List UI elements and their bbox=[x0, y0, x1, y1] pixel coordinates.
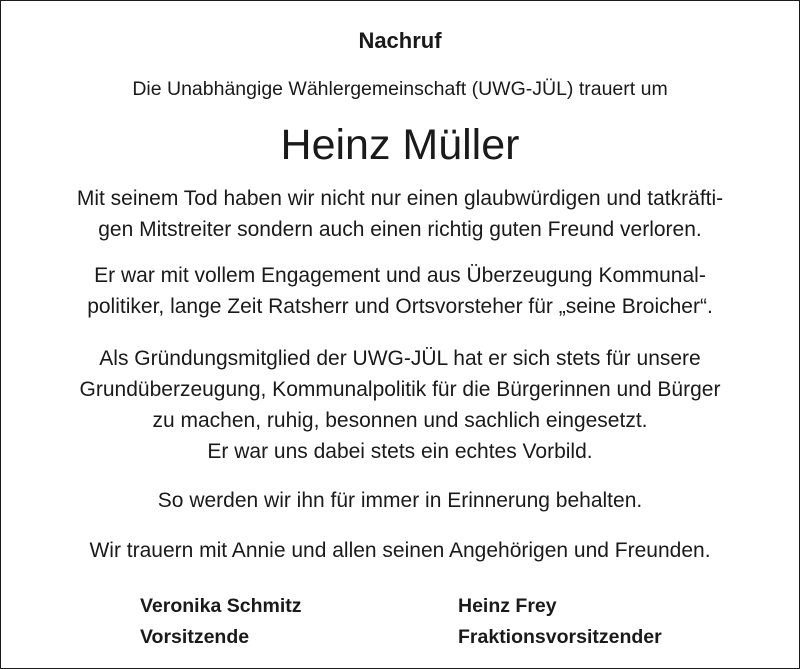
paragraph-remembrance bbox=[11, 485, 789, 516]
deceased-name: Heinz Müller bbox=[280, 121, 520, 169]
signatory-role: Fraktionsvorsitzender bbox=[458, 626, 662, 648]
paragraph-line: Er war uns dabei stets ein echtes Vorbild. bbox=[207, 440, 593, 463]
signature-block-chair bbox=[140, 591, 301, 653]
paragraph-line: Grundüberzeugung, Kommunalpolitik für die Bürgerinnen und Bürger bbox=[79, 378, 721, 401]
paragraph-founding-member bbox=[11, 343, 789, 467]
paragraph-career bbox=[11, 260, 789, 322]
paragraph-line: politiker, lange Zeit Ratsherr und Ortsvorsteher für „seine Broicher“. bbox=[87, 295, 713, 318]
notice-intro: Die Unabhängige Wählergemeinschaft (UWG-JÜL) trauert um bbox=[132, 78, 668, 100]
paragraph-line: zu machen, ruhig, besonnen und sachlich eingesetzt. bbox=[152, 409, 648, 432]
paragraph-tribute bbox=[11, 183, 789, 245]
signatory-name: Veronika Schmitz bbox=[140, 595, 302, 617]
signatory-role: Vorsitzende bbox=[140, 626, 250, 648]
signatory-name: Heinz Frey bbox=[458, 595, 557, 617]
paragraph-line: Mit seinem Tod haben wir nicht nur einen glaubwürdigen und tatkräfti- bbox=[76, 187, 724, 210]
paragraph-line: Er war mit vollem Engagement und aus Überzeugung Kommunal- bbox=[94, 264, 706, 287]
notice-heading: Nachruf bbox=[358, 28, 442, 53]
paragraph-line: Wir trauern mit Annie und allen seinen Angehörigen und Freunden. bbox=[89, 539, 711, 562]
paragraph-line: Als Gründungsmitglied der UWG-JÜL hat er sich stets für unsere bbox=[99, 347, 701, 370]
paragraph-line: gen Mitstreiter sondern auch einen richtig guten Freund verloren. bbox=[98, 218, 702, 241]
paragraph-condolence bbox=[11, 535, 789, 566]
paragraph-line: So werden wir ihn für immer in Erinnerung behalten. bbox=[157, 489, 643, 512]
signature-block-faction-chair bbox=[458, 591, 662, 653]
